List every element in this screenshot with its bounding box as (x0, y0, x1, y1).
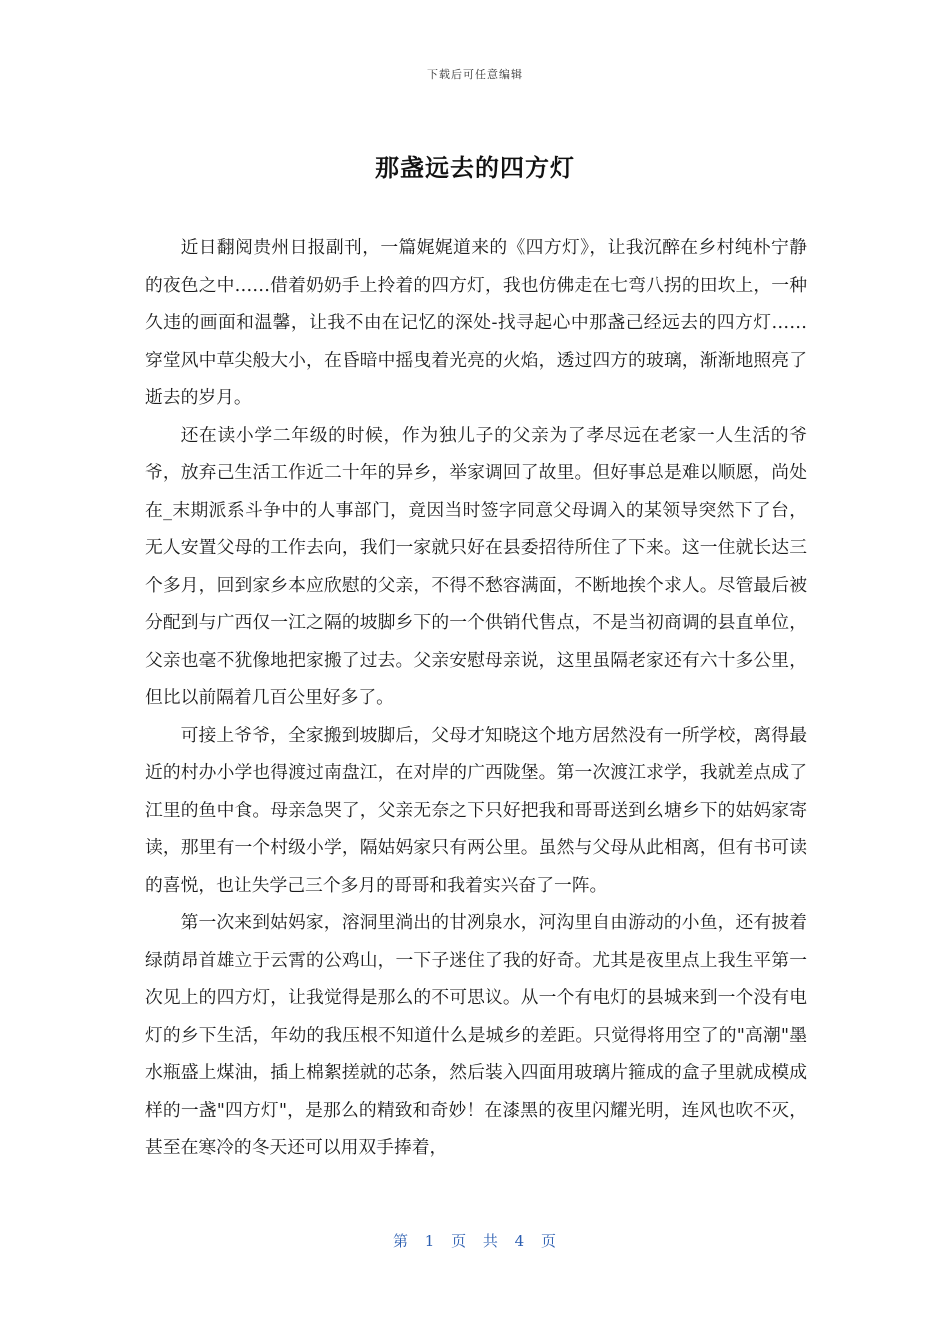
paragraph-4: 第一次来到姑妈家，溶洞里淌出的甘冽泉水，河沟里自由游动的小鱼，还有披着绿荫昂首雄立于云霄的公鸡山，一下子迷住了我的好奇。尤其是夜里点上我生平第一次见上的四方灯，让我觉得是那么的不可思议。从一个有电灯的县城来到一个没有电灯的乡下生活，年幼的我压根不知道什么是城乡的差距。只觉得将用空了的"高潮"墨水瓶盛上煤油，插上棉絮搓就的芯条，然后装入四面用玻璃片箍成的盒子里就成模成样的一盏"四方灯"，是那么的精致和奇妙！在漆黑的夜里闪耀光明，连风也吹不灭，甚至在寒冷的冬天还可以用双手捧着， (145, 912, 807, 1158)
paragraph-1: 近日翻阅贵州日报副刊，一篇娓娓道来的《四方灯》，让我沉醉在乡村纯朴宁静的夜色之中……借着奶奶手上拎着的四方灯，我也仿佛走在七弯八拐的田坎上，一种久违的画面和温馨，让我不由在记忆的深处-找寻起心中那盏己经远去的四方灯……穿堂风中草尖般大小，在昏暗中摇曳着光亮的火焰，透过四方的玻璃，渐渐地照亮了逝去的岁月。 (145, 237, 807, 408)
paragraph-3: 可接上爷爷，全家搬到坡脚后，父母才知晓这个地方居然没有一所学校，离得最近的村办小学也得渡过南盘江，在对岸的广西陇堡。第一次渡江求学，我就差点成了江里的鱼中食。母亲急哭了，父亲无奈之下只好把我和哥哥送到幺塘乡下的姑妈家寄读，那里有一个村级小学，隔姑妈家只有两公里。虽然与父母从此相离，但有书可读的喜悦，也让失学己三个多月的哥哥和我着实兴奋了一阵。 (145, 724, 807, 896)
page-header-note: 下载后可任意编辑 (427, 68, 523, 81)
document-title: 那盏远去的四方灯 (375, 154, 575, 182)
document-body (145, 229, 807, 1167)
paragraph-2: 还在读小学二年级的时候，作为独儿子的父亲为了孝尽远在老家一人生活的爷爷，放弃己生活工作近二十年的异乡，举家调回了故里。但好事总是难以顺愿，尚处在_末期派系斗争中的人事部门，竟因当时签字同意父母调入的某领导突然下了台，无人安置父母的工作去向，我们一家就只好在县委招待所住了下来。这一住就长达三个多月，回到家乡本应欣慰的父亲，不得不愁容满面，不断地挨个求人。尽管最后被分配到与广西仅一江之隔的坡脚乡下的一个供销代售点，不是当初商调的县直单位，父亲也毫不犹像地把家搬了过去。父亲安慰母亲说，这里虽隔老家还有六十多公里，但比以前隔着几百公里好多了。 (145, 424, 807, 708)
page-number-footer: 第 1 页 共 4 页 (393, 1232, 557, 1250)
